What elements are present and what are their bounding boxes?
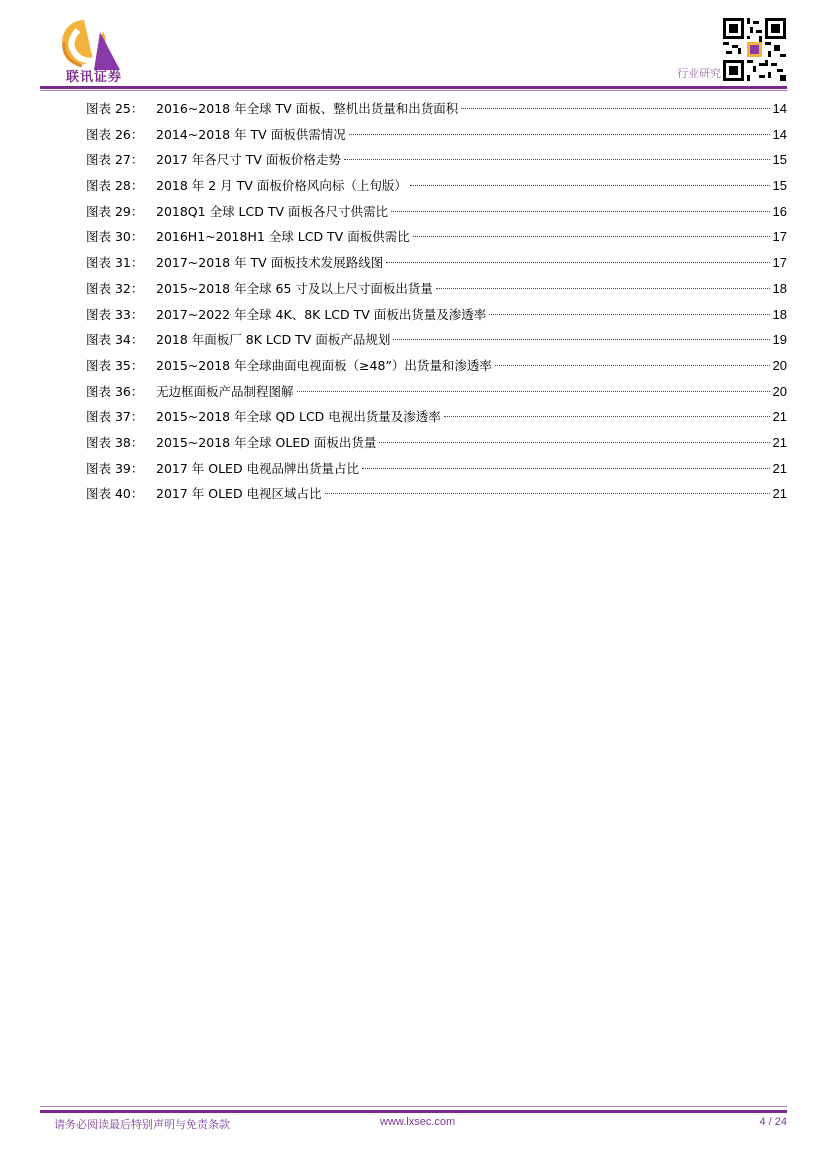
toc-entry-label: 图表 32： — [86, 280, 144, 296]
toc-entry-page: 21 — [772, 434, 787, 450]
toc-entry[interactable] — [86, 356, 787, 382]
toc-dot-leader — [489, 314, 769, 315]
toc-dot-leader — [362, 468, 769, 469]
toc-entry-title: 2014~2018 年 TV 面板供需情况 — [156, 126, 346, 142]
toc-entry[interactable] — [86, 176, 787, 202]
toc-entry-label: 图表 30： — [86, 229, 144, 245]
toc-entry-title: 2015~2018 年全球曲面电视面板（≥48”）出货量和渗透率 — [156, 357, 492, 373]
toc-entry-page: 21 — [772, 409, 787, 425]
toc-entry[interactable] — [86, 330, 787, 356]
figure-list — [86, 99, 787, 510]
toc-entry-page: 20 — [772, 357, 787, 373]
toc-entry-title: 2017~2022 年全球 4K、8K LCD TV 面板出货量及渗透率 — [156, 306, 487, 322]
header-divider-thin — [40, 90, 787, 91]
toc-entry-label: 图表 28： — [86, 178, 144, 194]
toc-entry-page: 18 — [772, 306, 787, 322]
toc-dot-leader — [325, 493, 770, 494]
toc-entry-title: 2018 年 2 月 TV 面板价格风向标（上旬版） — [156, 178, 407, 194]
toc-dot-leader — [344, 159, 770, 160]
toc-entry[interactable] — [86, 202, 787, 228]
toc-entry-title: 2018 年面板厂 8K LCD TV 面板产品规划 — [156, 332, 391, 348]
toc-entry[interactable] — [86, 279, 787, 305]
toc-entry[interactable] — [86, 459, 787, 485]
toc-entry-label: 图表 40： — [86, 486, 144, 502]
toc-entry-label: 图表 26： — [86, 126, 144, 142]
toc-entry[interactable] — [86, 382, 787, 408]
toc-entry-page: 17 — [772, 229, 787, 245]
toc-dot-leader — [444, 416, 770, 417]
footer-disclaimer[interactable]: 请务必阅读最后特别声明与免责条款 — [54, 1118, 230, 1131]
toc-entry[interactable] — [86, 125, 787, 151]
toc-entry-page: 21 — [772, 460, 787, 476]
toc-entry-title: 无边框面板产品制程图解 — [156, 383, 294, 399]
toc-dot-leader — [436, 288, 770, 289]
toc-dot-leader — [297, 391, 770, 392]
footer-website[interactable]: www.lxsec.com — [380, 1116, 456, 1128]
toc-entry-label: 图表 35： — [86, 357, 144, 373]
toc-dot-leader — [379, 442, 769, 443]
toc-entry-page: 20 — [772, 383, 787, 399]
toc-dot-leader — [386, 262, 769, 263]
footer-divider — [40, 1110, 787, 1113]
toc-entry-page: 21 — [772, 486, 787, 502]
toc-entry-title: 2017 年 OLED 电视品牌出货量占比 — [156, 460, 360, 476]
toc-entry-title: 2016H1~2018H1 全球 LCD TV 面板供需比 — [156, 229, 410, 245]
toc-entry-page: 15 — [772, 178, 787, 194]
toc-dot-leader — [391, 211, 770, 212]
toc-entry[interactable] — [86, 99, 787, 125]
header-divider — [40, 86, 787, 89]
report-category: 行业研究 — [677, 67, 721, 80]
toc-entry-page: 14 — [772, 101, 787, 116]
footer-page-number: 4 / 24 — [759, 1116, 787, 1128]
toc-entry[interactable] — [86, 433, 787, 459]
toc-entry-label: 图表 36： — [86, 383, 144, 399]
toc-entry[interactable] — [86, 484, 787, 510]
toc-entry-title: 2017~2018 年 TV 面板技术发展路线图 — [156, 255, 384, 271]
toc-entry-title: 2018Q1 全球 LCD TV 面板各尺寸供需比 — [156, 203, 389, 219]
toc-entry-page: 16 — [772, 203, 787, 219]
toc-entry-label: 图表 25： — [86, 101, 144, 116]
toc-entry[interactable] — [86, 253, 787, 279]
toc-entry-title: 2017 年 OLED 电视区域占比 — [156, 486, 322, 502]
toc-entry-page: 14 — [772, 126, 787, 142]
toc-dot-leader — [495, 365, 770, 366]
toc-entry-label: 图表 27： — [86, 152, 144, 168]
toc-entry-page: 19 — [772, 332, 787, 348]
toc-entry-label: 图表 34： — [86, 332, 144, 348]
toc-entry-label: 图表 37： — [86, 409, 144, 425]
toc-entry[interactable] — [86, 150, 787, 176]
logo-text: 联讯证券 — [65, 70, 122, 85]
toc-entry-label: 图表 29： — [86, 203, 144, 219]
toc-entry[interactable] — [86, 227, 787, 253]
toc-entry-page: 17 — [772, 255, 787, 271]
toc-dot-leader — [461, 108, 769, 109]
toc-entry-label: 图表 33： — [86, 306, 144, 322]
toc-entry[interactable] — [86, 407, 787, 433]
toc-dot-leader — [349, 134, 770, 135]
footer-divider-thin — [40, 1106, 787, 1107]
toc-dot-leader — [413, 236, 770, 237]
toc-entry[interactable] — [86, 305, 787, 331]
toc-entry-title: 2017 年各尺寸 TV 面板价格走势 — [156, 152, 341, 168]
toc-entry-title: 2015~2018 年全球 65 寸及以上尺寸面板出货量 — [156, 280, 433, 296]
toc-entry-title: 2015~2018 年全球 QD LCD 电视出货量及渗透率 — [156, 409, 441, 425]
toc-dot-leader — [410, 185, 770, 186]
qr-code-icon — [723, 18, 786, 81]
toc-entry-title: 2016~2018 年全球 TV 面板、整机出货量和出货面积 — [156, 101, 459, 116]
toc-entry-label: 图表 31： — [86, 255, 144, 271]
toc-entry-page: 15 — [772, 152, 787, 168]
toc-entry-label: 图表 38： — [86, 434, 144, 450]
toc-entry-page: 18 — [772, 280, 787, 296]
toc-dot-leader — [393, 339, 769, 340]
toc-entry-label: 图表 39： — [86, 460, 144, 476]
toc-entry-title: 2015~2018 年全球 OLED 面板出货量 — [156, 434, 377, 450]
